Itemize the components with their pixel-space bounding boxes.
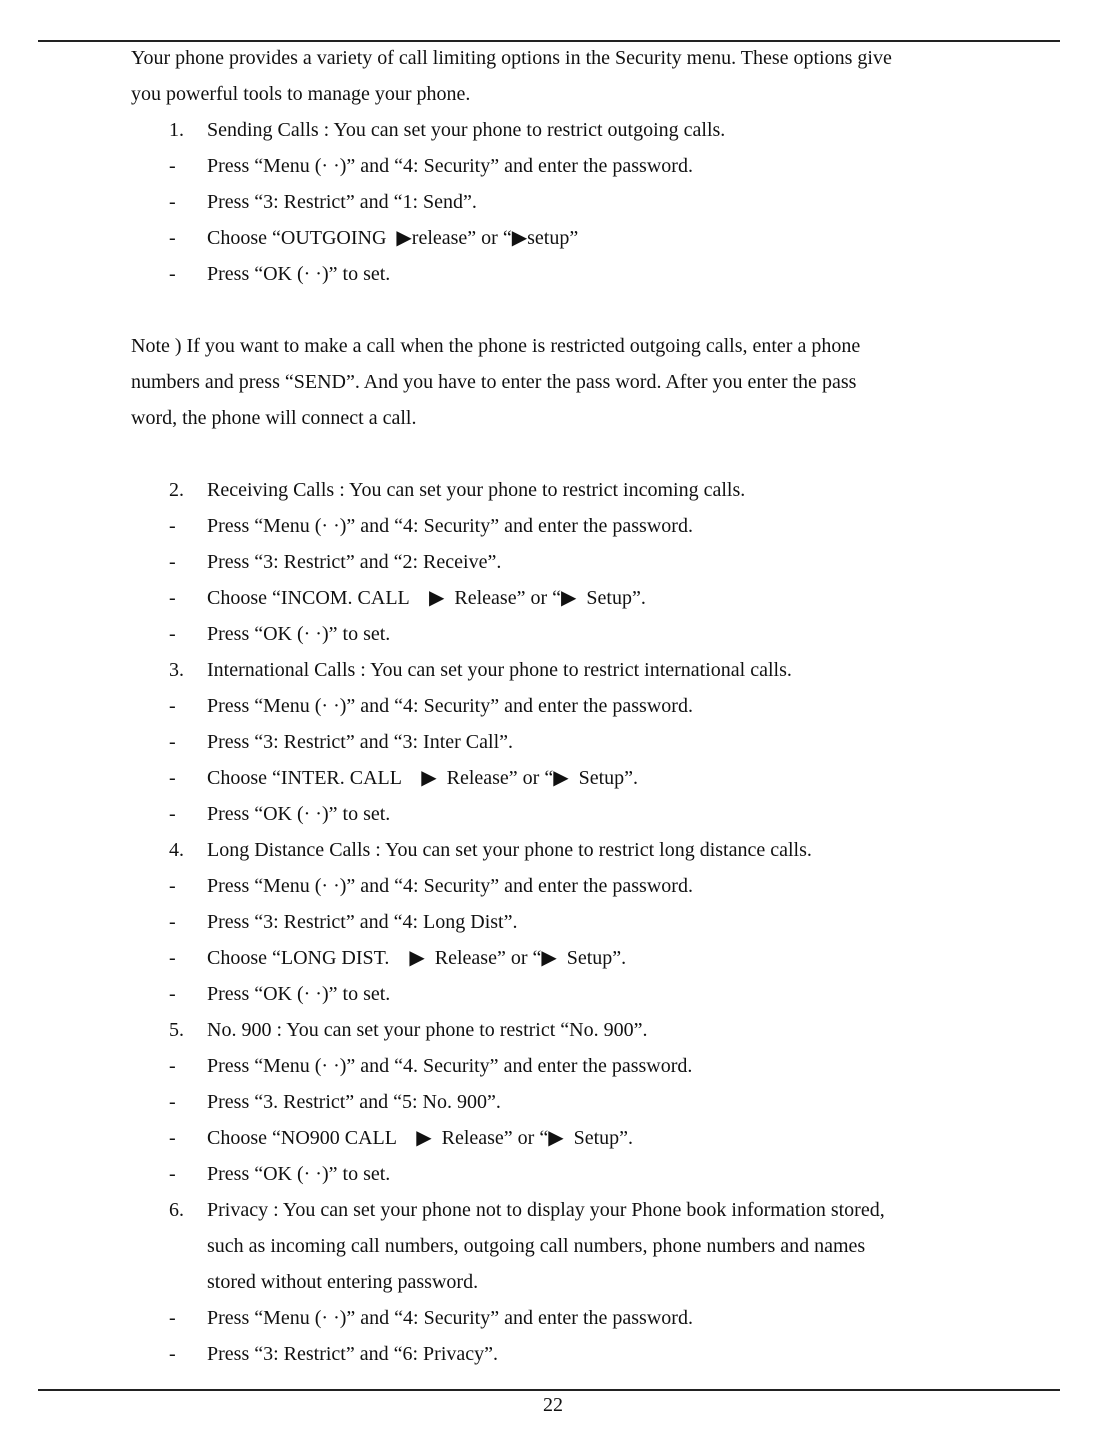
step-text: Press “3: Restrict” and “2: Receive”.	[207, 551, 502, 573]
dash-bullet: -	[169, 1307, 176, 1329]
step-item	[131, 796, 1031, 832]
section-6-title-line-3: stored without entering password.	[207, 1271, 479, 1293]
step-item	[131, 616, 1031, 652]
dash-bullet: -	[169, 947, 176, 969]
step-text: Choose “INCOM. CALL ▶ Release” or “▶ Setup”.	[207, 587, 646, 609]
step-item	[131, 724, 1031, 760]
step-text: Press “3: Restrict” and “1: Send”.	[207, 191, 477, 213]
dash-bullet: -	[169, 515, 176, 537]
section-6-title-line-1: Privacy : You can set your phone not to display your Phone book information stored,	[207, 1199, 885, 1221]
note-line-3: word, the phone will connect a call.	[131, 407, 417, 429]
step-item	[131, 1336, 1031, 1372]
dash-bullet: -	[169, 695, 176, 717]
section-4-heading	[131, 832, 1031, 868]
step-item	[131, 220, 1031, 256]
dash-bullet: -	[169, 623, 176, 645]
section-3-title: International Calls : You can set your phone to restrict international calls.	[207, 659, 792, 681]
step-text: Press “Menu (· ·)” and “4: Security” and enter the password.	[207, 1307, 693, 1329]
dash-bullet: -	[169, 767, 176, 789]
dash-bullet: -	[169, 1343, 176, 1365]
step-item	[131, 1300, 1031, 1336]
dash-bullet: -	[169, 875, 176, 897]
step-text: Press “Menu (· ·)” and “4: Security” and enter the password.	[207, 875, 693, 897]
dash-bullet: -	[169, 983, 176, 1005]
step-item	[131, 760, 1031, 796]
step-item	[131, 1156, 1031, 1192]
dash-bullet: -	[169, 803, 176, 825]
step-text: Press “3: Restrict” and “4: Long Dist”.	[207, 911, 518, 933]
section-6-title-continued	[131, 1228, 1031, 1264]
step-item	[131, 1084, 1031, 1120]
section-6-title-continued	[131, 1264, 1031, 1300]
dash-bullet: -	[169, 155, 176, 177]
section-6-heading	[131, 1192, 1031, 1228]
section-5-number: 5.	[169, 1019, 184, 1041]
section-2-heading	[131, 472, 1031, 508]
section-5-title: No. 900 : You can set your phone to restrict “No. 900”.	[207, 1019, 648, 1041]
step-text: Choose “LONG DIST. ▶ Release” or “▶ Setup”.	[207, 947, 627, 969]
dash-bullet: -	[169, 1163, 176, 1185]
intro-line-1: Your phone provides a variety of call limiting options in the Security menu. These options give	[131, 47, 892, 69]
step-text: Press “Menu (· ·)” and “4. Security” and enter the password.	[207, 1055, 693, 1077]
step-item	[131, 976, 1031, 1012]
dash-bullet: -	[169, 227, 176, 249]
step-item	[131, 1048, 1031, 1084]
step-item	[131, 868, 1031, 904]
intro-line-2: you powerful tools to manage your phone.	[131, 83, 471, 105]
step-text: Choose “OUTGOING ▶release” or “▶setup”	[207, 227, 579, 249]
section-5-heading	[131, 1012, 1031, 1048]
step-item	[131, 940, 1031, 976]
dash-bullet: -	[169, 551, 176, 573]
dash-bullet: -	[169, 587, 176, 609]
step-text: Press “OK (· ·)” to set.	[207, 983, 391, 1005]
dash-bullet: -	[169, 263, 176, 285]
step-text: Press “OK (· ·)” to set.	[207, 263, 391, 285]
dash-bullet: -	[169, 1091, 176, 1113]
step-text: Press “OK (· ·)” to set.	[207, 623, 391, 645]
section-1-title: Sending Calls : You can set your phone to restrict outgoing calls.	[207, 119, 726, 141]
step-item	[131, 544, 1031, 580]
section-2-title: Receiving Calls : You can set your phone to restrict incoming calls.	[207, 479, 746, 501]
section-1-heading	[131, 112, 1031, 148]
page-number: 22	[543, 1394, 563, 1416]
step-text: Choose “NO900 CALL ▶ Release” or “▶ Setup”.	[207, 1127, 634, 1149]
note-line-1: Note ) If you want to make a call when the phone is restricted outgoing calls, enter a phone	[131, 335, 861, 357]
step-item	[131, 184, 1031, 220]
step-item	[131, 688, 1031, 724]
section-3-heading	[131, 652, 1031, 688]
dash-bullet: -	[169, 911, 176, 933]
step-text: Press “3: Restrict” and “3: Inter Call”.	[207, 731, 514, 753]
step-text: Press “Menu (· ·)” and “4: Security” and enter the password.	[207, 155, 693, 177]
section-2-number: 2.	[169, 479, 184, 501]
step-text: Press “Menu (· ·)” and “4: Security” and enter the password.	[207, 515, 693, 537]
step-text: Choose “INTER. CALL ▶ Release” or “▶ Setup”.	[207, 767, 639, 789]
step-item	[131, 580, 1031, 616]
dash-bullet: -	[169, 1055, 176, 1077]
section-4-number: 4.	[169, 839, 184, 861]
page-body	[131, 40, 1031, 1372]
section-1-number: 1.	[169, 119, 184, 141]
section-4-title: Long Distance Calls : You can set your phone to restrict long distance calls.	[207, 839, 812, 861]
dash-bullet: -	[169, 1127, 176, 1149]
step-item	[131, 1120, 1031, 1156]
section-6-title-line-2: such as incoming call numbers, outgoing call numbers, phone numbers and names	[207, 1235, 866, 1257]
section-6-number: 6.	[169, 1199, 184, 1221]
step-text: Press “3. Restrict” and “5: No. 900”.	[207, 1091, 501, 1113]
step-item	[131, 904, 1031, 940]
step-text: Press “Menu (· ·)” and “4: Security” and enter the password.	[207, 695, 693, 717]
dash-bullet: -	[169, 731, 176, 753]
note-line-2: numbers and press “SEND”. And you have to enter the pass word. After you enter the pass	[131, 371, 857, 393]
step-text: Press “OK (· ·)” to set.	[207, 803, 391, 825]
dash-bullet: -	[169, 191, 176, 213]
step-item	[131, 148, 1031, 184]
step-item	[131, 508, 1031, 544]
step-text: Press “3: Restrict” and “6: Privacy”.	[207, 1343, 499, 1365]
step-text: Press “OK (· ·)” to set.	[207, 1163, 391, 1185]
step-item	[131, 256, 1031, 292]
section-3-number: 3.	[169, 659, 184, 681]
